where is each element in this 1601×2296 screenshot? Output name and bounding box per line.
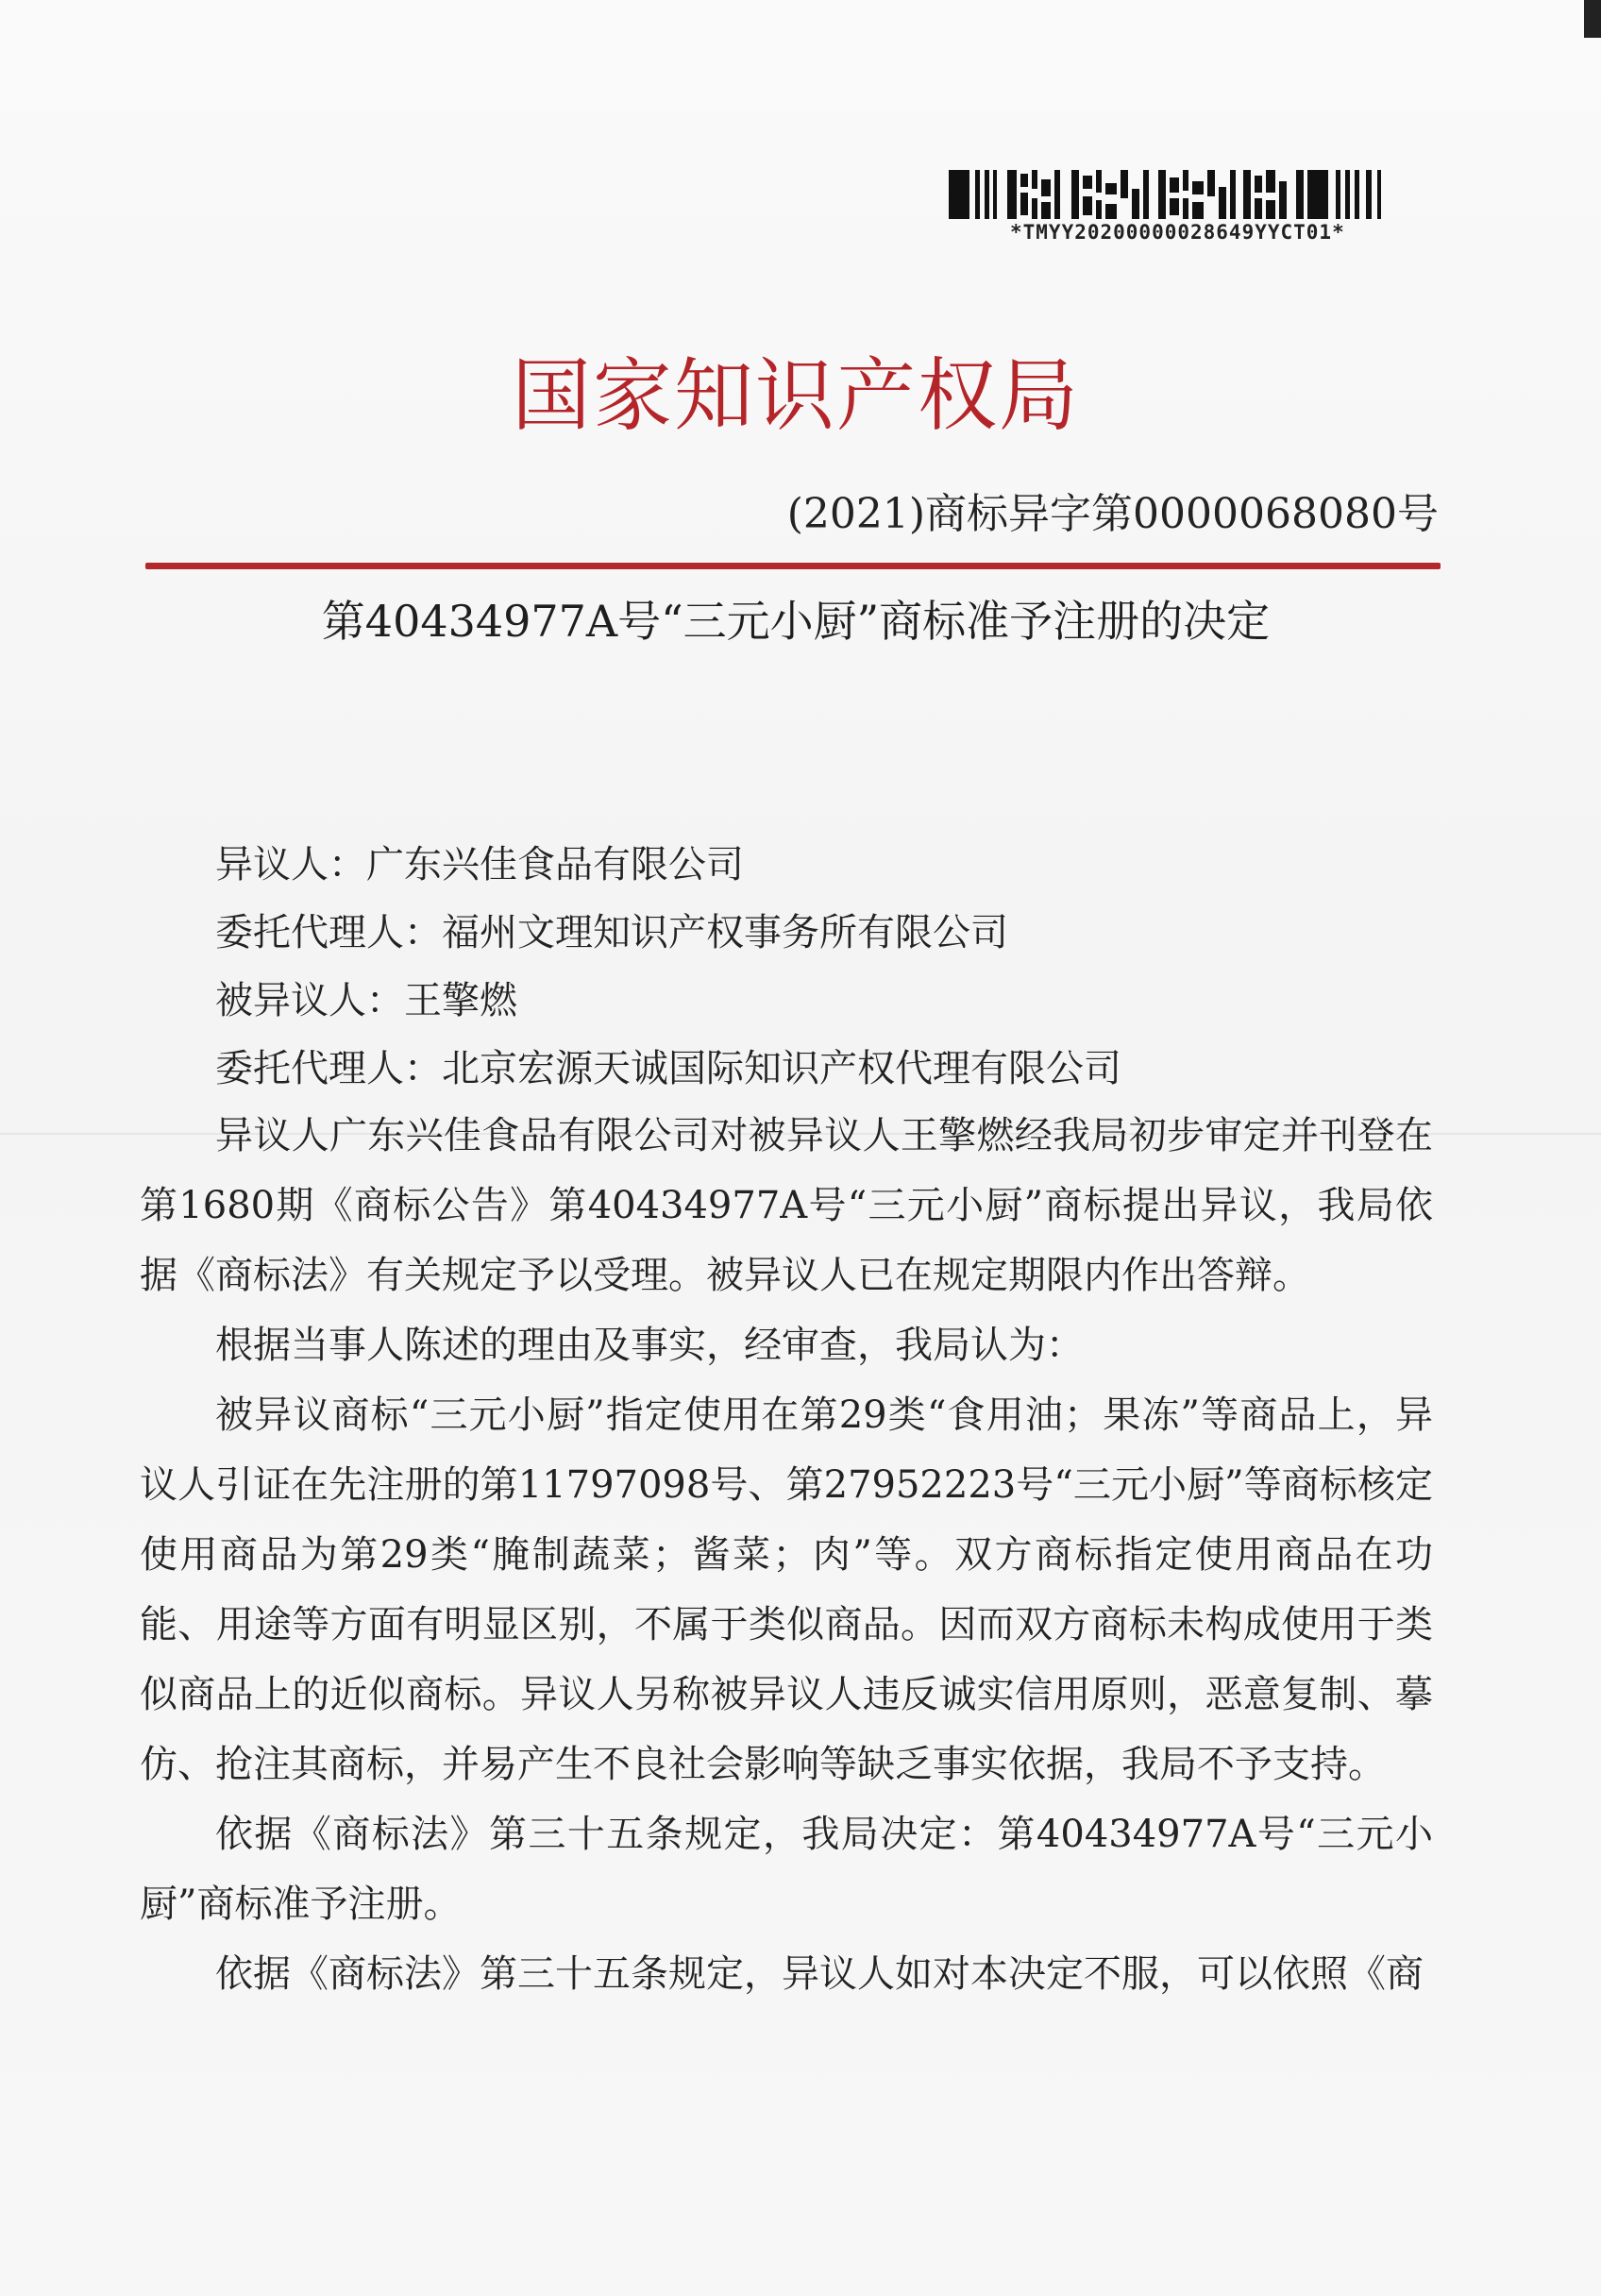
paragraph-review: 根据当事人陈述的理由及事实，经审查，我局认为： xyxy=(215,1324,1084,1367)
barcode-image xyxy=(949,170,1392,219)
decision-body xyxy=(140,1101,1433,2009)
respondent-agent-line: 委托代理人：北京宏源天诚国际知识产权代理有限公司 xyxy=(215,1047,1121,1090)
paragraph-decision: 依据《商标法》第三十五条规定，我局决定：第40434977A号“三元小厨”商标准予注册。 xyxy=(140,1813,1433,1926)
document-number: (2021)商标异字第0000068080号 xyxy=(786,490,1439,538)
red-divider xyxy=(145,563,1441,569)
barcode-number: *TMYY20200000028649YYCT01* xyxy=(1010,221,1345,244)
paragraph-appeal: 依据《商标法》第三十五条规定，异议人如对本决定不服，可以依照《商 xyxy=(215,1952,1424,1996)
document-title: 第40434977A号“三元小厨”商标准予注册的决定 xyxy=(321,596,1271,647)
issuing-agency: 国家知识产权局 xyxy=(511,349,1080,442)
opponent-line: 异议人：广东兴佳食品有限公司 xyxy=(215,843,744,886)
respondent-line: 被异议人：王擎燃 xyxy=(215,979,517,1022)
paragraph-analysis: 被异议商标“三元小厨”指定使用在第29类“食用油；果冻”等商品上，异议人引证在先注册的第11797098号、第27952223号“三元小厨”等商标核定使用商品为第29类“腌制蔬菜；酱菜；肉”等。双方商标指定使用商品在功能、用途等方面有明显区别，不属于类似商品。因而双方商标未构成使用于类似商品上的近似商标。异议人另称被异议人违反诚实信用原则，恶意复制、摹仿、抢注其商标，并易产生不良社会影响等缺乏事实依据，我局不予支持。 xyxy=(140,1393,1433,1786)
scan-edge xyxy=(1584,0,1601,38)
paragraph-opposition: 异议人广东兴佳食品有限公司对被异议人王擎燃经我局初步审定并刊登在第1680期《商标公告》第40434977A号“三元小厨”商标提出异议，我局依据《商标法》有关规定予以受理。被异议人已在规定期限内作出答辩。 xyxy=(140,1114,1433,1297)
opponent-agent-line: 委托代理人：福州文理知识产权事务所有限公司 xyxy=(215,911,1008,954)
